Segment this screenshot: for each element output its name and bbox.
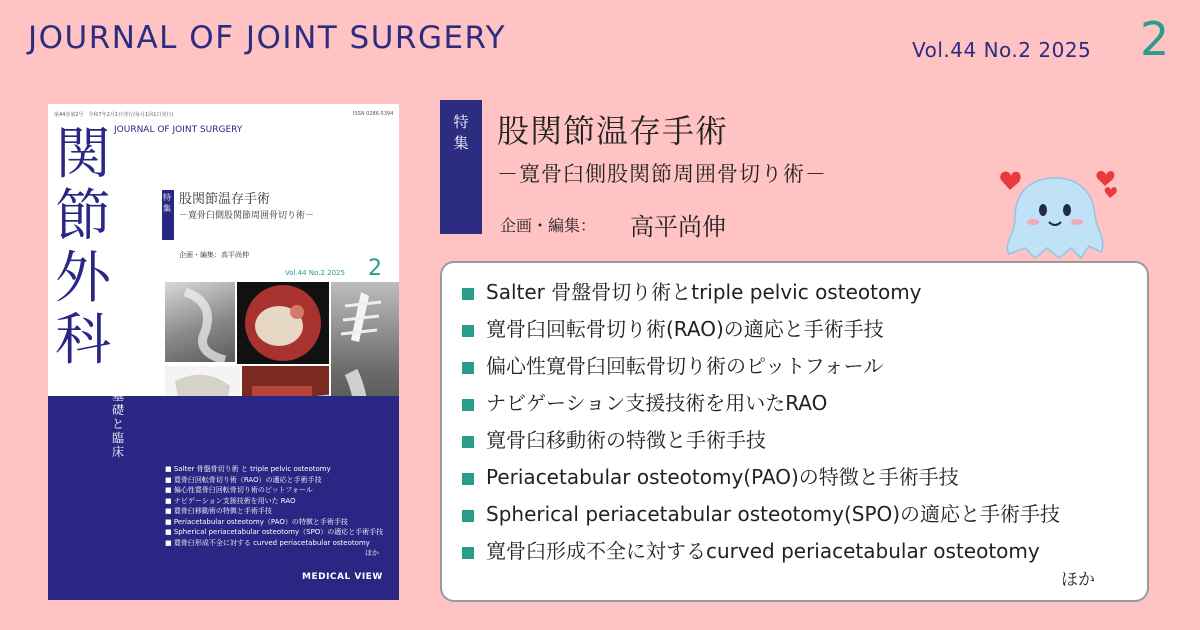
volume-info: Vol.44 No.2 2025	[912, 38, 1092, 62]
cover-logo-char: 節	[55, 184, 111, 249]
feature-title: 股関節温存手術	[497, 112, 729, 150]
xray-image	[165, 282, 235, 362]
list-item: 偏心性寛骨臼回転骨切り術のピットフォール	[456, 348, 1060, 385]
cover-list-item: ■ 寛骨臼移動術の特徴と手術手技	[165, 507, 272, 515]
arthroscopy-image	[237, 282, 329, 364]
bullet-square-icon	[462, 510, 474, 522]
tokushu-badge	[440, 100, 482, 234]
list-item: Spherical periacetabular osteotomy(SPO)の適応と手術手技	[456, 496, 1060, 533]
cover-volume: Vol.44 No.2 2025	[285, 269, 345, 277]
cover-logo-char: 科	[55, 308, 111, 373]
cover-badge-char: 集	[163, 204, 171, 213]
cover-subtitle-char: 床	[112, 445, 125, 459]
cover-logo-char: 関	[55, 122, 111, 187]
cover-issue-number: 2	[368, 256, 382, 281]
publisher-logo: MEDICAL VIEW	[302, 572, 383, 582]
cover-subtitle-char: 礎	[112, 403, 125, 417]
bullet-square-icon	[462, 473, 474, 485]
list-item: 寛骨臼形成不全に対するcurved periacetabular osteotomy	[456, 533, 1060, 570]
journal-cover	[48, 104, 399, 600]
cover-list-item: ■ 偏心性寛骨臼回転骨切り術のピットフォール	[165, 486, 313, 494]
badge-char: 特	[453, 113, 469, 131]
cover-list-more: ほか	[365, 549, 379, 557]
cover-list-item: ■ 寛骨臼回転骨切り術（RAO）の適応と手術手技	[165, 475, 322, 484]
cover-tokushu-badge	[162, 190, 174, 240]
cover-subtitle-char: 基	[112, 389, 125, 403]
feature-subtitle: －寛骨臼側股関節周囲骨切り術－	[497, 162, 827, 186]
cover-list-item: ■ Spherical periacetabular osteotomy（SPO）の適応と手術手技	[165, 528, 384, 536]
ghost-mascot-icon	[985, 158, 1125, 268]
cover-contents-list	[165, 464, 383, 559]
list-item: 寛骨臼回転骨切り術(RAO)の適応と手術手技	[456, 311, 1060, 348]
bullet-square-icon	[462, 325, 474, 337]
journal-title: JOURNAL OF JOINT SURGERY	[28, 20, 507, 56]
list-item: Periacetabular osteotomy(PAO)の特徴と手術手技	[456, 459, 1060, 496]
cover-editor: 企画・編集：高平尚伸	[179, 251, 249, 259]
cover-issn: ISSN 0286-5394	[353, 111, 394, 117]
list-item: Salter 骨盤骨切り術とtriple pelvic osteotomy	[456, 274, 1060, 311]
cover-list-item: ■ 寛骨臼形成不全に対する curved periacetabular osteotomy	[165, 538, 370, 547]
cover-publication-note: 第44巻第2号 令和7年2月1日発行(毎月1回1日発行)	[54, 112, 174, 118]
list-item: 寛骨臼移動術の特徴と手術手技	[456, 422, 1060, 459]
bullet-square-icon	[462, 547, 474, 559]
cover-subtitle	[112, 389, 125, 459]
cover-journal-name: JOURNAL OF JOINT SURGERY	[114, 125, 243, 135]
cover-list-item: ■ ナビゲーション支援技術を用いた RAO	[165, 496, 296, 505]
issue-number: 2	[1140, 12, 1170, 66]
editor-name: 高平尚伸	[630, 213, 726, 241]
contents-list	[456, 274, 1060, 570]
cover-subtitle-char: と	[112, 417, 125, 431]
contents-box	[440, 261, 1149, 602]
more-label: ほか	[1061, 570, 1095, 590]
bullet-square-icon	[462, 362, 474, 374]
bullet-square-icon	[462, 399, 474, 411]
cover-subtitle-char: 臨	[112, 431, 125, 445]
cover-logo	[54, 124, 112, 404]
badge-char: 集	[453, 134, 469, 152]
cover-list-item: ■ Periacetabular osteotomy（PAO）の特徴と手術手技	[165, 517, 348, 526]
editor-label: 企画・編集：	[500, 216, 597, 235]
cover-list-item: ■ Salter 骨盤骨切り術 と triple pelvic osteotomy	[165, 465, 331, 473]
cover-badge-char: 特	[163, 193, 171, 202]
cover-logo-char: 外	[55, 246, 111, 311]
cover-feature-subtitle: －寛骨臼側股関節周囲骨切り術－	[179, 211, 315, 221]
cover-feature-title: 股関節温存手術	[179, 192, 271, 207]
bullet-square-icon	[462, 288, 474, 300]
list-item: ナビゲーション支援技術を用いたRAO	[456, 385, 1060, 422]
bullet-square-icon	[462, 436, 474, 448]
